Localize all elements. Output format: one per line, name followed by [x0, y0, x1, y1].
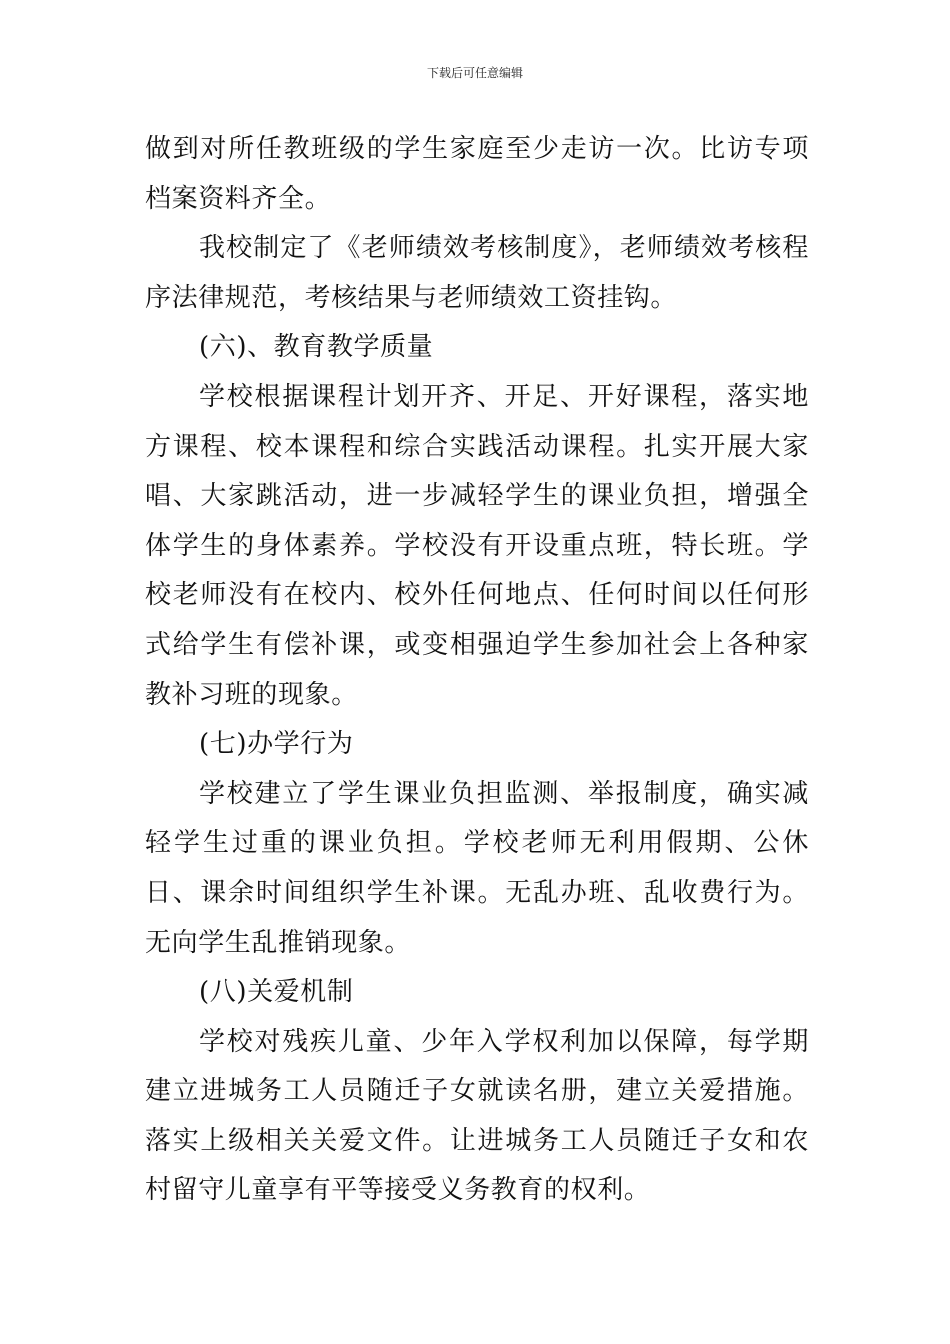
page-header: 下载后可任意编辑: [426, 66, 523, 80]
paragraph-teaching-quality: 学校根据课程计划开齐、开足、开好课程，落实地方课程、校本课程和综合实践活动课程。扎实开展大家唱、大家跳活动，进一步减轻学生的课业负担，增强全体学生的身体素养。学校没有开设重点班，特长班。学校老师没有在校内、校外任何地点、任何时间以任何形式给学生有偿补课，或变相强迫学生参加社会上各种家教补习班的现象。: [145, 381, 809, 710]
paragraph-school-conduct: 学校建立了学生课业负担监测、举报制度，确实减轻学生过重的课业负担。学校老师无利用假期、公休日、课余时间组织学生补课。无乱办班、乱收费行为。无向学生乱推销现象。: [145, 778, 809, 958]
paragraph-evaluation-system: 我校制定了《老师绩效考核制度》，老师绩效考核程序法律规范，考核结果与老师绩效工资挂钩。: [145, 233, 809, 313]
section-heading-eight: (八)关爱机制: [199, 977, 354, 1008]
paragraph-continuation: 做到对所任教班级的学生家庭至少走访一次。比访专项档案资料齐全。: [145, 134, 809, 214]
document-body: [145, 125, 809, 1216]
section-heading-six: (六)、教育教学质量: [199, 332, 434, 363]
paragraph-care-mechanism: 学校对残疾儿童、少年入学权利加以保障，每学期建立进城务工人员随迁子女就读名册，建立关爱措施。落实上级相关关爱文件。让进城务工人员随迁子女和农村留守儿童享有平等接受义务教育的权利。: [145, 1026, 809, 1206]
section-heading-seven: (七)办学行为: [199, 729, 354, 760]
